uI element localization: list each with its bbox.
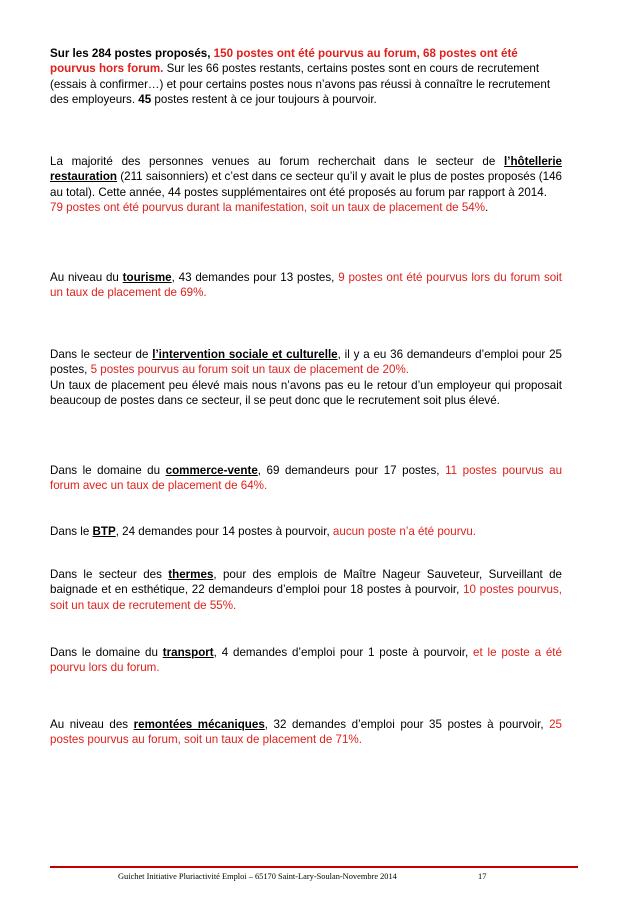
tourisme-placement-rate: 9 postes ont été pourvus lors du forum soit un taux de placement de 69%. bbox=[50, 271, 562, 300]
keyword-remontees-mecaniques: remontées mécaniques bbox=[133, 718, 265, 731]
paragraph-intervention-sociale bbox=[50, 347, 562, 409]
intervention-placement-rate: 5 postes pourvus au forum soit un taux de placement de 20%. bbox=[90, 363, 409, 377]
keyword-transport: transport bbox=[162, 646, 214, 659]
thermes-intro: Dans le secteur des bbox=[50, 568, 169, 581]
commerce-intro: Dans le domaine du bbox=[50, 464, 166, 477]
transport-details: , 4 demandes d’emploi pour 1 poste à pourvoir, bbox=[213, 646, 474, 659]
remontees-placement-rate: 25 postes pourvus au forum, soit un taux de placement de 71%. bbox=[50, 718, 563, 747]
paragraph-btp bbox=[50, 524, 562, 539]
btp-result: aucun poste n’a été pourvu. bbox=[332, 525, 477, 538]
summary-closing: postes restent à ce jour toujours à pourvoir. bbox=[151, 93, 377, 107]
thermes-details: , pour des emplois de Maître Nageur Sauveteur, Surveillant de baignade et en esthétique, 22 demandeurs d’emploi pour 18 postes à pourvoir, bbox=[50, 568, 563, 597]
keyword-tourisme: tourisme bbox=[122, 271, 172, 284]
paragraph-transport bbox=[50, 645, 562, 676]
summary-remaining-text: Sur les 66 postes restants, certains postes sont en cours de recrutement (essais à confirmer…) et pour certains postes nous n’avons pas réussi à connaître le recrutement des employeurs. bbox=[50, 62, 551, 107]
remontees-intro: Au niveau des bbox=[50, 718, 134, 731]
hotellerie-intro: La majorité des personnes venues au forum recherchait dans le secteur de bbox=[50, 155, 504, 168]
footer-divider bbox=[50, 866, 578, 868]
paragraph-hotellerie bbox=[50, 154, 562, 216]
commerce-placement-rate: 11 postes pourvus au forum avec un taux de placement de 64%. bbox=[50, 464, 563, 493]
footer-text: Guichet Initiative Pluriactivité Emploi – 65170 Saint-Lary-Soulan-Novembre 2014 bbox=[118, 872, 397, 881]
tourisme-details: , 43 demandes pour 13 postes, bbox=[171, 271, 339, 284]
commerce-details: , 69 demandeurs pour 17 postes, bbox=[257, 464, 446, 477]
keyword-hotellerie-restauration: l’hôtellerie restauration bbox=[50, 155, 562, 184]
paragraph-summary bbox=[50, 46, 562, 108]
keyword-btp: BTP bbox=[92, 525, 116, 538]
intervention-note: Un taux de placement peu élevé mais nous n’avons pas eu le retour d’un employeur qui proposait beaucoup de postes dans ce secteur, il se peut donc que le recrutement soit plus élevé. bbox=[50, 378, 562, 408]
paragraph-remontees-mecaniques bbox=[50, 717, 562, 748]
hotellerie-details: (211 saisonniers) et c’est dans ce secteur qu’il y avait le plus de postes proposés (146 au total). Cette année, 44 postes supplémentaires ont été proposés au forum par rapport à 2014. bbox=[50, 170, 562, 199]
keyword-thermes: thermes bbox=[168, 568, 214, 581]
intervention-intro: Dans le secteur de bbox=[50, 348, 153, 361]
hotellerie-end: . bbox=[485, 201, 489, 215]
intervention-details: , il y a eu 36 demandeurs d’emploi pour 25 postes, bbox=[50, 348, 562, 377]
paragraph-tourisme bbox=[50, 270, 562, 301]
thermes-recruitment-rate: 10 postes pourvus, soit un taux de recrutement de 55%. bbox=[50, 583, 562, 612]
tourisme-intro: Au niveau du bbox=[50, 271, 123, 284]
btp-details: , 24 demandes pour 14 postes à pourvoir, bbox=[115, 525, 333, 538]
hotellerie-placement-rate: 79 postes ont été pourvus durant la manifestation, soit un taux de placement de 54% bbox=[50, 201, 486, 215]
remontees-details: , 32 demandes d’emploi pour 35 postes à pourvoir, bbox=[264, 718, 550, 731]
keyword-commerce-vente: commerce-vente bbox=[165, 464, 258, 477]
paragraph-thermes bbox=[50, 567, 562, 613]
transport-intro: Dans le domaine du bbox=[50, 646, 163, 659]
summary-intro: Sur les 284 postes proposés, bbox=[50, 47, 214, 60]
btp-intro: Dans le bbox=[50, 525, 93, 538]
paragraph-commerce-vente bbox=[50, 463, 562, 494]
summary-filled-positions: 150 postes ont été pourvus au forum, 68 postes ont été pourvus hors forum. bbox=[50, 47, 518, 76]
transport-result: et le poste a été pourvu lors du forum. bbox=[50, 646, 562, 675]
page-number: 17 bbox=[478, 872, 487, 881]
summary-open-count: 45 bbox=[138, 93, 152, 107]
keyword-intervention-sociale: l’intervention sociale et culturelle bbox=[152, 348, 338, 361]
